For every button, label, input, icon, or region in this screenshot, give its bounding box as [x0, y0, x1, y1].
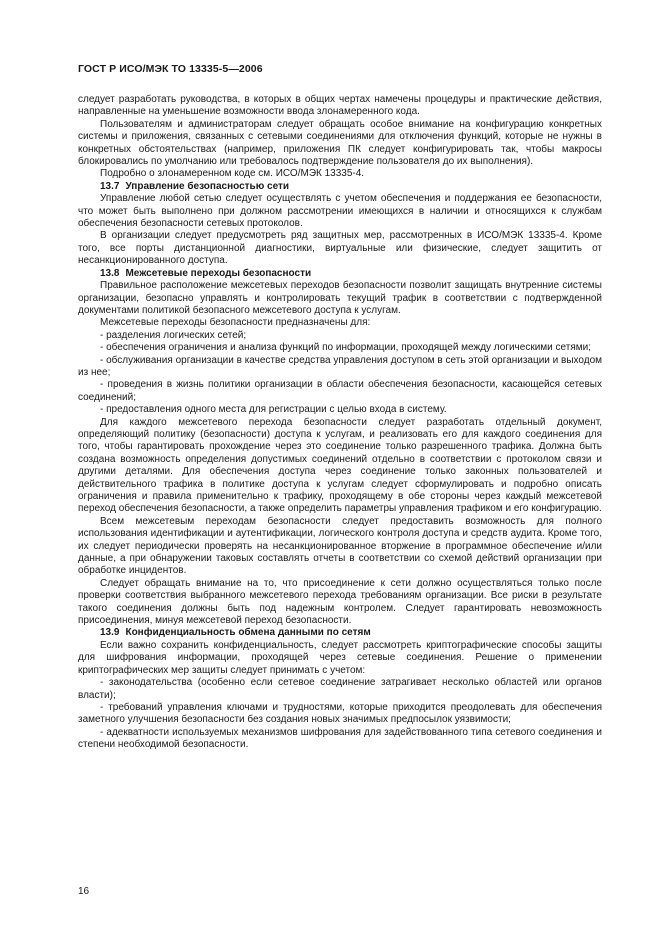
- list-item: - требований управления ключами и трудностями, которые приходится преодолевать для обеспечения заметного улучшения безопасности без создания новых значимых предпосылок уязвимости;: [78, 701, 602, 726]
- paragraph: следует разработать руководства, в которых в общих чертах намечены процедуры и практические действия, направленные на уменьшение возможности ввода злонамеренного кода.: [78, 94, 602, 118]
- paragraph: Правильное расположение межсетевых переходов безопасности позволит защищать внутренние системы организации, безопасно управлять и контролировать текущий трафик в соответствии с подтвержденной документами политикой безопасного межсетевого доступа к услугам.: [78, 280, 602, 316]
- page-header: ГОСТ Р ИСО/МЭК ТО 13335-5—2006: [78, 63, 263, 75]
- section-heading: [78, 181, 602, 193]
- section-number: 13.7: [100, 180, 120, 192]
- paragraph: Для каждого межсетевого перехода безопасности следует разработать отдельный документ, определяющий политику (безопасности) доступа к услугам, и реализовать его для каждого соединения для того, чтобы гарантировать прохождение через это соединение только разрешенного трафика. Должна быть создана возможность определения допустимых соединений отдельно в соответствии с протоколом связи и другими деталями. Для обеспечения доступа через соединение только законных пользователей и действительного трафика в политике доступа к услугам следует сформулировать и подробно описать ограничения и правила применительно к трафику, проходящему в обе стороны через каждый межсетевой переход обеспечения безопасности, а также определить параметры управления трафиком и его конфигурацию.: [78, 416, 602, 515]
- section-heading: [78, 627, 602, 639]
- section-title: Управление безопасностью сети: [125, 180, 290, 192]
- list-item: - законодательства (особенно если сетевое соединение затрагивает несколько областей или органов власти);: [78, 677, 602, 701]
- document-body: [78, 94, 602, 752]
- paragraph: Пользователям и администраторам следует обращать особое внимание на конфигурацию конкретных системы и приложения, связанных с сетевыми соединениями для отключения функций, которые не нужны в конкретных обстоятельствах (например, приложения ПК следует конфигурировать так, чтобы макросы блокировались по умолчанию или требовалось подтверждение пользователя до их выполнения).: [78, 118, 602, 168]
- paragraph: Подробно о злонамеренном коде см. ИСО/МЭК 13335-4.: [100, 168, 365, 180]
- section-title: Конфиденциальность обмена данными по сетям: [125, 627, 371, 639]
- page-number: 16: [78, 886, 90, 897]
- list-item: - проведения в жизнь политики организации в области обеспечения безопасности, касающейся сетевых соединений;: [78, 379, 602, 403]
- list-item: - обеспечения ограничения и анализа функций по информации, проходящей между логическими сетями;: [100, 342, 591, 354]
- section-title: Межсетевые переходы безопасности: [125, 267, 312, 279]
- paragraph: Управление любой сетью следует осуществлять с учетом обеспечения и поддержания ее безопасности, что может быть выполнено при должном рассмотрении имеющихся в наличии и относящихся к службам обеспечения безопасности сетевых протоколов.: [78, 193, 602, 230]
- paragraph: Межсетевые переходы безопасности предназначены для:: [100, 317, 371, 329]
- paragraph: Всем межсетевым переходам безопасности следует предоставить возможность для полного использования идентификации и аутентификации, логического контроля доступа и средств аудита. Кроме того, их следует периодически проверять на несанкционированное вторжение в программное обеспечение и/или данные, а при обнаружении таковых составлять отчеты в соответствии со схемой действий организации при обработке инцидентов.: [78, 515, 602, 577]
- paragraph: Если важно сохранить конфиденциальность, следует рассмотреть криптографические способы защиты для шифрования информации, проходящей через сетевые соединения. Решение о применении криптографических мер защиты следует принимать с учетом:: [78, 639, 602, 676]
- section-number: 13.9: [100, 627, 120, 639]
- list-item: - предоставления одного места для регистрации с целью входа в систему.: [100, 404, 447, 416]
- paragraph: В организации следует предусмотреть ряд защитных мер, рассмотренных в ИСО/МЭК 13335-4. Кроме того, все порты дистанционной диагностики, виртуальные или физические, следует защитить от несанкционированного доступа.: [78, 230, 602, 267]
- list-item: - разделения логических сетей;: [100, 329, 247, 341]
- section-number: 13.8: [100, 267, 120, 279]
- list-item: - обслуживания организации в качестве средства управления доступом в сеть этой организации и выходом из нее;: [78, 354, 603, 378]
- list-item: - адекватности используемых механизмов шифрования для задействованного типа сетевого соединения и степени необходимой безопасности.: [78, 726, 602, 751]
- paragraph: Следует обращать внимание на то, что присоединение к сети должно осуществляться только после проверки соответствия выбранного межсетевого перехода требованиям организации. Все риски в результате такого соединения должны быть под надежным контролем. Следует гарантировать невозможность присоединения, минуя межсетевой переход безопасности.: [78, 577, 602, 627]
- section-heading: [78, 268, 602, 280]
